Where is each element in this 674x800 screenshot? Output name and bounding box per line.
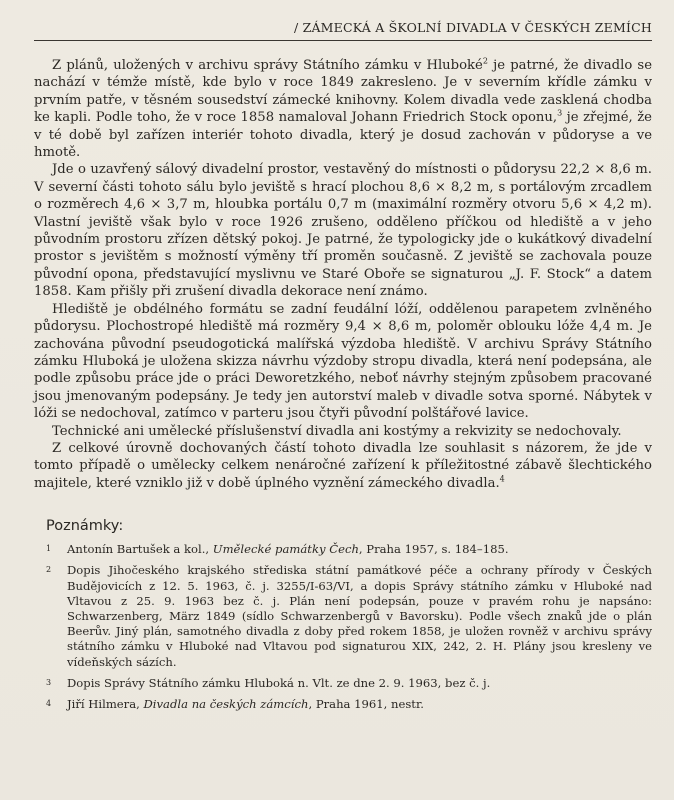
paragraph-1-text-end: je zřejmé, že v té době byl zařízen interiér tohoto divadla, který je dosud zachován v půdoryse a ve hmotě. <box>34 110 652 161</box>
paragraph-1 <box>34 57 652 161</box>
note-item <box>46 563 652 669</box>
note-text <box>67 676 652 691</box>
body-text <box>34 57 652 492</box>
note-text-part: , Praha 1957, s. 184–185. <box>358 542 509 557</box>
note-text-part: Dopis Jihočeského krajského střediska státní památkové péče a ochrany přírody v Českých Budějovicích z 12. 5. 1963, č. j. 3255/I-63/VI, a dopis Správy státního zámku v Hluboké nad Vltavou z 25. 9. 1963 bez č. j. Plán není podepsán, pouze v pravém rohu je napsáno: Schwarzenberg, März 1849 (sídlo Schwarzenbergů v Bavorsku). Podle všech znaků jde o plán Beerův. Jiný plán, samotného divadla z doby před rokem 1858, je uložen rovněž v archivu správy státního zámku v Hluboké nad Vltavou pod signaturou XIX, 242, 2. H. Plány jsou kresleny ve vídeňských sázích. <box>67 563 652 669</box>
running-header <box>34 20 652 41</box>
note-book-title: Divadla na českých zámcích <box>143 696 309 711</box>
note-text-part: Dopis Správy Státního zámku Hluboká n. Vlt. ze dne 2. 9. 1963, bez č. j. <box>67 675 491 690</box>
paragraph-2: Jde o uzavřený sálový divadelní prostor, vestavěný do místnosti o půdorysu 22,2 × 8,6 m. V severní části tohoto sálu bylo jeviště s hrací plochou 8,6 × 8,2 m, s portálovým zrcadlem o rozměrech 4,6 × 3,7 m, hloubka portálu 0,7 m (maximální rozměry otvoru 5,6 × 4,2 m). Vlastní jeviště však bylo v roce 1926 zrušeno, odděleno příčkou od hlediště a v jeho původním prostoru zřízen dětský pokoj. Je patrné, že typologicky jde o kukátkový divadelní prostor s jevištěm s možností výměny tří proměn současně. Z jeviště se zachovala pouze původní opona, představující myslivnu ve Staré Oboře se signaturou „J. F. Stock“ a datem 1858. Kam přišly při zrušení divadla dekorace není známo. <box>34 162 652 300</box>
note-text-part: Antonín Bartušek a kol., <box>67 542 213 557</box>
notes-heading: Poznámky: <box>46 518 124 535</box>
footnote-ref-3: 3 <box>557 108 563 118</box>
note-number: 2 <box>46 565 52 575</box>
note-number: 3 <box>46 677 52 687</box>
note-number: 4 <box>46 698 52 708</box>
note-text-part: , Praha 1961, nestr. <box>308 696 424 711</box>
paragraph-5-text: Z celkové úrovně dochovaných částí tohoto divadla lze souhlasit s názorem, že jde v tomto případě o umělecky celkem nenáročné zařízení k příležitostné zábavě šlechtického majitele, které vzniklo již v době úplného vyznění zámeckého divadla. <box>34 440 652 491</box>
paragraph-5 <box>34 440 652 492</box>
running-header-title: / ZÁMECKÁ A ŠKOLNÍ DIVADLA V ČESKÝCH ZEMÍCH <box>293 20 652 35</box>
paragraph-1-text-cont: je patrné, že divadlo se nachází v témže místě, kde bylo v roce 1849 zakresleno. Je v severním křídle zámku v prvním patře, v těsném sousedství zámecké knihovny. Kolem divadla vede zasklená chodba ke kapli. Podle toho, že v roce 1858 namaloval Johann Friedrich Stock oponu, <box>34 58 652 126</box>
notes-list <box>34 542 652 712</box>
note-number: 1 <box>46 544 52 554</box>
note-item <box>46 697 652 712</box>
note-item <box>46 676 652 691</box>
note-text <box>67 563 652 669</box>
paragraph-1-text: Z plánů, uložených v archivu správy Státního zámku v Hluboké <box>52 58 483 73</box>
note-item <box>46 542 652 557</box>
footnote-ref-2: 2 <box>482 56 488 66</box>
note-text <box>67 697 652 712</box>
note-text <box>67 542 652 557</box>
note-text-part: Jiří Hilmera, <box>67 696 144 711</box>
footnote-ref-4: 4 <box>499 474 505 484</box>
note-book-title: Umělecké památky Čech <box>212 542 359 557</box>
paragraph-4: Technické ani umělecké příslušenství divadla ani kostýmy a rekvizity se nedochovaly. <box>52 423 622 439</box>
paragraph-3: Hlediště je obdélného formátu se zadní feudální lóží, oddělenou parapetem zvlněného půdorysu. Plochostropé hlediště má rozměry 9,4 × 8,6 m, poloměr oblouku lóže 4,4 m. Je zachována původní pseudogotická malířská výzdoba hlediště. V archivu Správy Státního zámku Hluboká je uložena skizza návrhu výzdoby stropu divadla, která není podepsána, ale podle způsobu práce jde o práci Deworetzkého, neboť návrhy stejným způsobem pracované jsou jmenovaným podepsány. Je tedy jen autorství maleb v divadle sotva sporné. Nábytek v lóži se nedochoval, zatímco v parteru jsou čtyři původní polštářové lavice. <box>34 301 652 422</box>
